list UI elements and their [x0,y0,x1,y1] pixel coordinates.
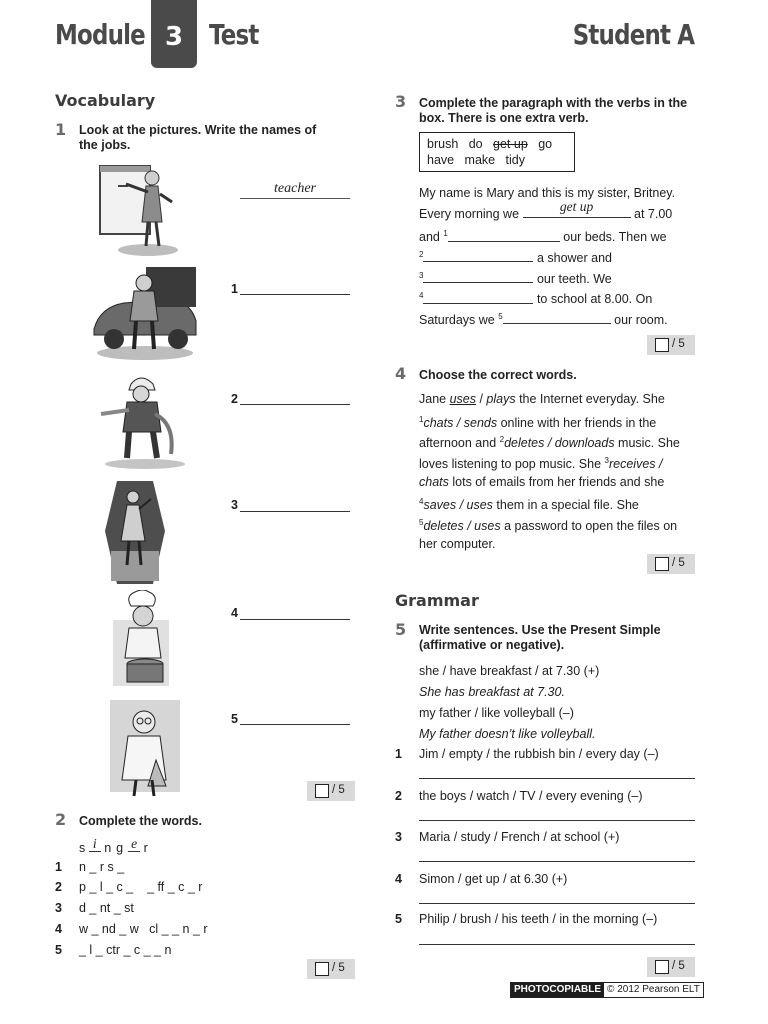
q3-score-box [647,335,695,355]
q3-blank-4[interactable] [423,290,533,304]
q1-item-5-number: 5 [231,712,238,726]
verb-box-row-1: brush do get up go [427,137,553,151]
q2-item-5-number: 5 [55,943,62,957]
q5-item-1-text: Jim / empty / the rubbish bin / every day (–) [419,747,659,761]
q1-example-line [240,198,350,199]
q2-item-4-text: w _ nd _ w cl _ _ n _ r [79,922,208,936]
q1-item-2-answer-line[interactable] [240,404,350,405]
verb-box [419,132,575,172]
question-5-instruction: Write sentences. Use the Present Simple (affirmative or negative). [419,623,661,652]
question-1-instruction: Look at the pictures. Write the names of the jobs. [79,123,317,152]
module-label: Module [55,18,145,51]
student-label: Student A [572,18,694,51]
q1-item-2-number: 2 [231,392,238,406]
q2-item-2-number: 2 [55,880,62,894]
q2-item-3-text: d _ nt _ st [79,901,134,915]
q5-item-2-number: 2 [395,789,402,803]
photocopiable-label: PHOTOCOPIABLE [511,983,604,997]
question-3-number: 3 [395,92,407,111]
q2-item-3-number: 3 [55,901,62,915]
q3-paragraph: My name is Mary and this is my sister, Britney. Every morning we get up at 7.00 and $^1$ our beds. Then we $^2$ a shower and $^3$ our teeth. We $^4$ to school at 8.00. On Saturdays we $^5$ our room. [419,186,676,328]
score-checkbox[interactable] [315,784,329,798]
teacher-illustration [90,158,180,258]
q1-item-1-answer-line[interactable] [240,294,350,295]
q5-item-5-number: 5 [395,912,402,926]
q1-example-answer: teacher [274,181,316,196]
q5-item-5-text: Philip / brush / his teeth / in the morning (–) [419,912,658,926]
q2-item-5-text: _ l _ ctr _ c _ _ n [79,943,172,957]
copyright-text: © 2012 Pearson ELT [607,984,700,995]
test-label: Test [209,18,259,51]
q3-blank-3[interactable] [423,269,533,283]
vocabulary-heading: Vocabulary [55,91,156,110]
q3-blank-1[interactable] [448,228,560,242]
q2-score-box [307,959,355,979]
question-3-instruction: Complete the paragraph with the verbs in the box. There is one extra verb. [419,96,688,125]
q4-choice-5[interactable]: deletes / uses [423,519,501,534]
score-checkbox[interactable] [655,960,669,974]
q3-blank-2[interactable] [423,248,533,262]
q3-score-label: / 5 [672,338,685,350]
q1-item-1-number: 1 [231,282,238,296]
firefighter-illustration [95,370,195,470]
q5-item-4-number: 4 [395,872,402,886]
score-checkbox[interactable] [315,962,329,976]
question-5-number: 5 [395,620,407,639]
q2-item-2-text: p _ l _ c _ _ ff _ c _ r [79,880,203,894]
q5-item-2-text: the boys / watch / TV / every evening (–) [419,789,643,803]
q5-item-3-number: 3 [395,830,402,844]
chef-illustration [105,590,185,690]
q1-item-4-answer-line[interactable] [240,619,350,620]
q5-item-1-answer-line[interactable] [419,778,695,779]
question-4-instruction: Choose the correct words. [419,368,577,382]
q3-blank-5[interactable] [503,310,611,324]
q5-example-2-answer: My father doesn’t like volleyball. [419,727,596,741]
q5-score-box [647,957,695,977]
q5-item-3-answer-line[interactable] [419,861,695,862]
question-1-number: 1 [55,120,67,139]
q1-item-4-number: 4 [231,606,238,620]
q5-example-1-prompt: she / have breakfast / at 7.30 (+) [419,664,600,678]
q5-item-5-answer-line[interactable] [419,944,695,945]
q2-score-label: / 5 [332,962,345,974]
q5-example-2-prompt: my father / like volleyball (–) [419,706,574,720]
q5-item-3-text: Maria / study / French / at school (+) [419,830,620,844]
score-checkbox[interactable] [655,338,669,352]
q4-choice-2[interactable]: deletes / downloads [504,436,615,451]
question-2-instruction: Complete the words. [79,814,202,828]
mechanic-illustration [90,265,200,360]
q5-item-4-text: Simon / get up / at 6.30 (+) [419,872,568,886]
q5-item-1-number: 1 [395,747,402,761]
q5-example-1-answer: She has breakfast at 7.30. [419,685,565,699]
question-2-number: 2 [55,810,67,829]
q2-item-4-number: 4 [55,922,62,936]
q1-score-box [307,781,355,801]
q5-item-4-answer-line[interactable] [419,903,695,904]
q4-score-label: / 5 [672,557,685,569]
score-checkbox[interactable] [655,557,669,571]
q4-choice-1[interactable]: chats / sends [423,415,498,430]
q4-choice-4[interactable]: saves / uses [423,498,493,513]
footer-badge [510,982,704,998]
q4-paragraph: Jane uses / plays the Internet everyday. She $^1$chats / sends online with her friends in the afternoon and $^2$deletes / downloads music. She loves listening to pop music. She $^3$receives / chats lots of emails from her friends and she $^4$saves / uses them in a special file. She $^5$deletes / uses a password to open the files on her computer. [419,392,680,551]
q2-item-1-text: n _ r s _ [79,860,125,874]
singer-illustration [105,481,165,584]
q1-item-3-number: 3 [231,498,238,512]
module-number: 3 [164,22,184,52]
q1-item-3-answer-line[interactable] [240,511,350,512]
module-number-tab [151,0,197,68]
q2-example: s i ng e r [79,836,148,855]
q1-score-label: / 5 [332,784,345,796]
verb-box-row-2: have make tidy [427,153,525,167]
q1-item-5-answer-line[interactable] [240,724,350,725]
q4-choice-3[interactable]: receives / [608,457,663,472]
question-4-number: 4 [395,364,407,383]
q5-item-2-answer-line[interactable] [419,820,695,821]
q5-score-label: / 5 [672,960,685,972]
q4-score-box [647,554,695,574]
q2-item-1-number: 1 [55,860,62,874]
scientist-illustration [110,700,180,800]
grammar-heading: Grammar [395,591,479,610]
